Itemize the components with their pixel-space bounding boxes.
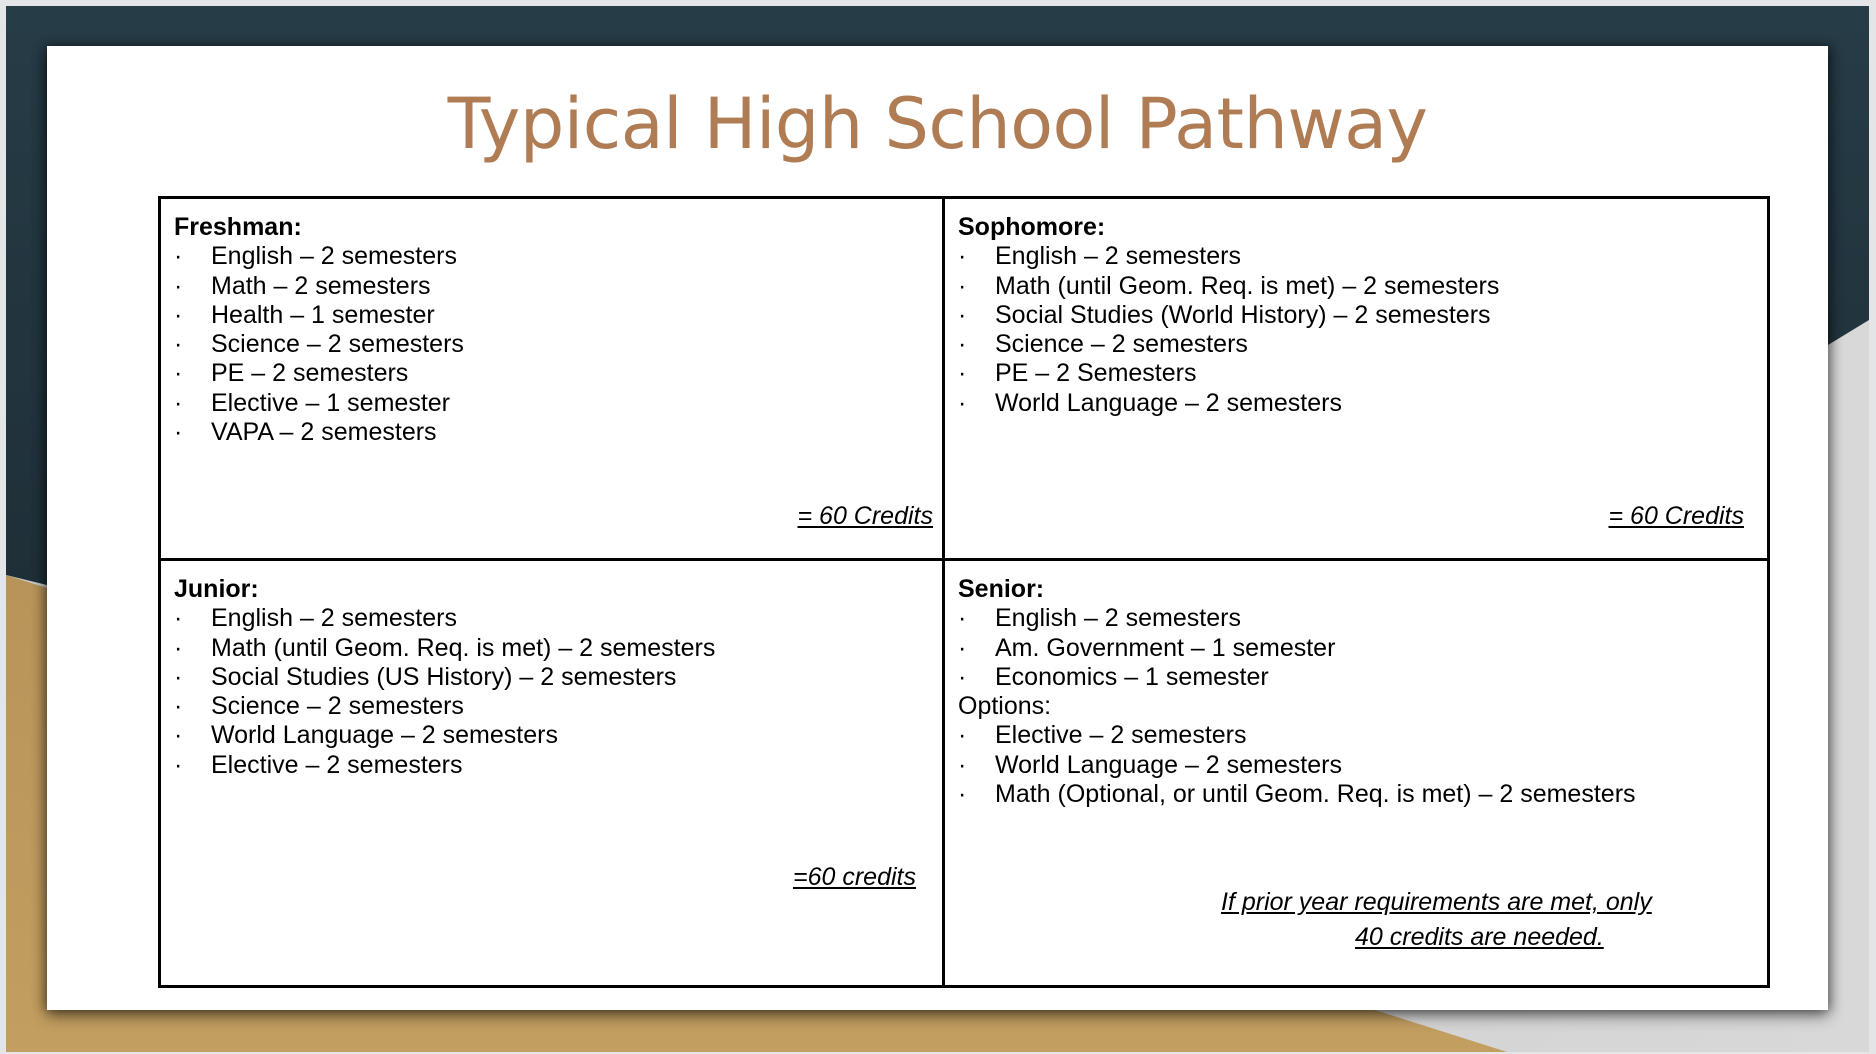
bullet-icon: · [174, 692, 183, 721]
item-text: Social Studies (US History) – 2 semesters [211, 662, 677, 691]
list-item [174, 692, 942, 721]
item-text: Elective – 1 semester [211, 388, 450, 417]
bullet-icon: · [174, 388, 183, 417]
bullet-icon: · [958, 388, 967, 417]
list-item [958, 751, 1767, 780]
item-text: Health – 1 semester [211, 300, 435, 329]
item-text: World Language – 2 semesters [211, 721, 558, 750]
pathway-table [158, 196, 1770, 988]
bullet-icon: · [958, 662, 967, 691]
bullet-icon: · [174, 633, 183, 662]
item-text: Science – 2 semesters [211, 692, 464, 721]
slide-background [6, 6, 1869, 1052]
list-item [174, 359, 942, 388]
list-item [958, 330, 1767, 359]
bullet-icon: · [174, 750, 183, 779]
senior-note-line2: 40 credits are needed. [1355, 923, 1604, 951]
list-item [174, 242, 942, 271]
item-text: Science – 2 semesters [995, 330, 1248, 359]
list-item [174, 663, 942, 692]
sophomore-credits: = 60 Credits [1608, 502, 1744, 530]
list-item [958, 242, 1767, 271]
item-text: Math (Optional, or until Geom. Req. is met) – 2 semesters [995, 780, 1636, 809]
bullet-icon: · [174, 604, 183, 633]
item-text: Math (until Geom. Req. is met) – 2 semesters [995, 271, 1500, 300]
junior-cell [161, 561, 945, 985]
bullet-icon: · [174, 662, 183, 691]
list-item [174, 604, 942, 633]
item-text: World Language – 2 semesters [995, 750, 1342, 779]
item-text: Social Studies (World History) – 2 semesters [995, 300, 1491, 329]
freshman-list [174, 242, 942, 447]
list-item [174, 721, 942, 750]
sophomore-heading: Sophomore: [958, 213, 1106, 241]
list-item [958, 663, 1767, 692]
list-item [174, 751, 942, 780]
bullet-icon: · [958, 330, 967, 359]
bullet-icon: · [174, 721, 183, 750]
bullet-icon: · [958, 633, 967, 662]
list-item [174, 301, 942, 330]
item-text: Science – 2 semesters [211, 330, 464, 359]
bullet-icon: · [958, 271, 967, 300]
item-text: PE – 2 semesters [211, 359, 409, 388]
bullet-icon: · [958, 242, 967, 271]
sophomore-list [958, 242, 1767, 418]
item-text: Elective – 2 semesters [211, 750, 463, 779]
list-item [174, 272, 942, 301]
bullet-icon: · [174, 418, 183, 447]
item-text: English – 2 semesters [211, 242, 457, 271]
junior-credits: =60 credits [793, 863, 916, 891]
list-item [958, 359, 1767, 388]
item-text: Elective – 2 semesters [995, 721, 1247, 750]
slide-card [47, 46, 1828, 1010]
freshman-credits: = 60 Credits [797, 502, 933, 530]
list-item [958, 301, 1767, 330]
senior-cell [945, 561, 1767, 985]
bullet-icon: · [174, 242, 183, 271]
item-text: PE – 2 Semesters [995, 359, 1197, 388]
bullet-icon: · [958, 750, 967, 779]
bullet-icon: · [174, 300, 183, 329]
list-item [958, 604, 1767, 633]
list-item [174, 418, 942, 447]
bullet-icon: · [958, 780, 967, 809]
item-text: VAPA – 2 semesters [211, 418, 437, 447]
item-text: Math – 2 semesters [211, 271, 431, 300]
list-item [958, 634, 1767, 663]
bullet-icon: · [958, 721, 967, 750]
item-text: English – 2 semesters [211, 604, 457, 633]
senior-options-list [958, 721, 1767, 809]
item-text: Am. Government – 1 semester [995, 633, 1336, 662]
list-item [958, 721, 1767, 750]
item-text: World Language – 2 semesters [995, 388, 1342, 417]
bullet-icon: · [958, 300, 967, 329]
list-item [174, 634, 942, 663]
list-item [174, 389, 942, 418]
item-text: English – 2 semesters [995, 242, 1241, 271]
sophomore-cell [945, 199, 1767, 561]
junior-list [174, 604, 942, 780]
freshman-cell [161, 199, 945, 561]
item-text: Math (until Geom. Req. is met) – 2 semesters [211, 633, 716, 662]
bullet-icon: · [958, 604, 967, 633]
bullet-icon: · [174, 330, 183, 359]
list-item [958, 272, 1767, 301]
senior-note-line1: If prior year requirements are met, only [1221, 888, 1652, 916]
bullet-icon: · [174, 359, 183, 388]
junior-heading: Junior: [174, 575, 259, 603]
bullet-icon: · [958, 359, 967, 388]
senior-heading: Senior: [958, 575, 1045, 603]
list-item [958, 389, 1767, 418]
list-item [174, 330, 942, 359]
item-text: Economics – 1 semester [995, 662, 1269, 691]
bullet-icon: · [174, 271, 183, 300]
senior-required-list [958, 604, 1767, 692]
freshman-heading: Freshman: [174, 213, 302, 241]
slide-title: Typical High School Pathway [447, 83, 1428, 165]
senior-options-label: Options: [958, 692, 1052, 721]
list-item [958, 780, 1767, 809]
item-text: English – 2 semesters [995, 604, 1241, 633]
